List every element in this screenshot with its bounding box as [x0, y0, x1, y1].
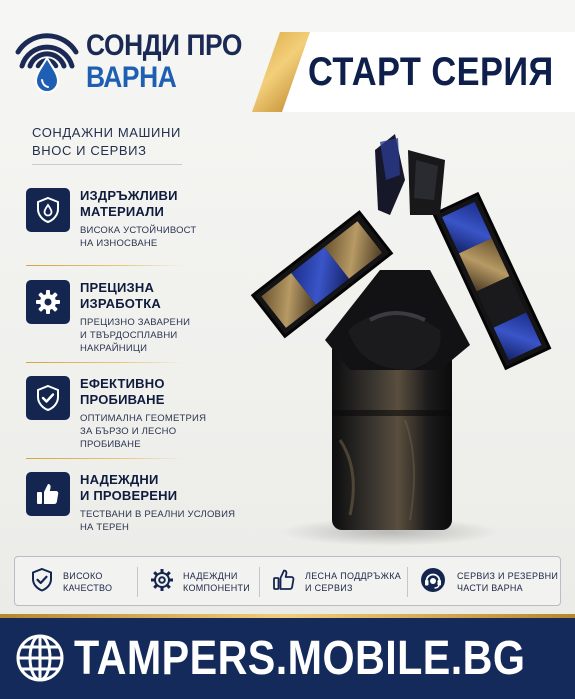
shield-check-icon [29, 567, 55, 593]
tagline-line1: СОНДАЖНИ МАШИНИ [32, 125, 181, 140]
feature-title-line: НАДЕЖДНИ [80, 472, 159, 487]
feature-desc-line: ТЕСТВАНИ В РЕАЛНИ УСЛОВИЯ [80, 509, 236, 520]
website-url[interactable]: TAMPERS.MOBILE.BG [74, 632, 526, 685]
water-drop-signal-icon [14, 24, 80, 98]
series-banner [252, 32, 575, 112]
feature-title-line: ИЗДРЪЖЛИВИ [80, 188, 178, 203]
tagline-line2: ВНОС И СЕРВИЗ [32, 143, 147, 158]
feature-desc-line: НАКРАЙНИЦИ [80, 343, 148, 354]
benefit-label-line: ЛЕСНА ПОДДРЪЖКА [305, 571, 402, 581]
tagline [32, 124, 232, 160]
feature-desc-line: ЗА БЪРЗО И ЛЕСНО [80, 426, 177, 437]
gear-icon [26, 280, 70, 324]
thumbs-up-icon [271, 567, 297, 593]
drill-bit-image [230, 120, 560, 550]
brand-name-line1: СОНДИ ПРО [86, 29, 242, 62]
benefit-label-line: КАЧЕСТВО [63, 583, 113, 593]
benefit-label-line: И СЕРВИЗ [305, 583, 353, 593]
feature-title [80, 188, 178, 220]
shield-drop-icon [26, 188, 70, 232]
feature-title-line: И ПРОВЕРЕНИ [80, 488, 178, 503]
feature-divider [26, 265, 184, 266]
gear-icon [149, 567, 175, 593]
feature-divider [26, 362, 184, 363]
feature-title-line: ПРЕЦИЗНА [80, 280, 155, 295]
feature-divider [26, 458, 184, 459]
strip-divider [259, 567, 260, 597]
footer [0, 618, 575, 699]
tagline-divider [32, 164, 182, 165]
feature-desc-line: НА ИЗНОСВАНЕ [80, 238, 158, 249]
benefit-label-line: ВИСОКО [63, 571, 103, 581]
brand-name [86, 30, 263, 94]
benefits-strip [14, 556, 561, 606]
feature-title-line: ИЗРАБОТКА [80, 296, 161, 311]
feature-desc-line: ПРОБИВАНЕ [80, 439, 141, 450]
benefit-label [457, 570, 558, 594]
feature-description [80, 412, 206, 451]
feature-desc-line: ВИСОКА УСТОЙЧИВОСТ [80, 225, 197, 236]
strip-divider [137, 567, 138, 597]
feature-title [80, 376, 165, 408]
benefit-label-line: ЧАСТИ ВАРНА [457, 583, 523, 593]
feature-desc-line: ОПТИМАЛНА ГЕОМЕТРИЯ [80, 413, 207, 424]
benefit-label [63, 570, 112, 594]
feature-desc-line: НА ТЕРЕН [80, 522, 130, 533]
feature-desc-line: ПРЕЦИЗНО ЗАВАРЕНИ [80, 317, 191, 328]
benefit-label [183, 570, 250, 594]
feature-title [80, 280, 161, 312]
feature-description [80, 508, 235, 534]
benefit-label [305, 570, 401, 594]
strip-divider [407, 567, 408, 597]
feature-title-line: ПРОБИВАНЕ [80, 392, 165, 407]
feature-title-line: ЕФЕКТИВНО [80, 376, 165, 391]
feature-desc-line: И ТВЪРДОСПЛАВНИ [80, 330, 178, 341]
globe-icon [14, 632, 66, 684]
benefit-service-parts [419, 557, 559, 605]
feature-description [80, 224, 196, 250]
brand-logo [14, 24, 254, 104]
feature-title-line: МАТЕРИАЛИ [80, 204, 165, 219]
benefit-easy-maintenance [271, 557, 401, 605]
brand-name-line2: ВАРНА [86, 61, 177, 94]
banner-title: СТАРТ СЕРИЯ [308, 50, 554, 94]
benefit-high-quality [29, 557, 137, 605]
benefit-label-line: НАДЕЖДНИ [183, 571, 238, 581]
shield-check-icon [26, 376, 70, 420]
headset-icon [419, 566, 447, 594]
feature-description [80, 316, 190, 355]
benefit-label-line: КОМПОНЕНТИ [183, 583, 251, 593]
benefit-label-line: СЕРВИЗ И РЕЗЕРВНИ [457, 571, 559, 581]
thumbs-up-icon [26, 472, 70, 516]
feature-title [80, 472, 177, 504]
benefit-reliable-components [149, 557, 261, 605]
